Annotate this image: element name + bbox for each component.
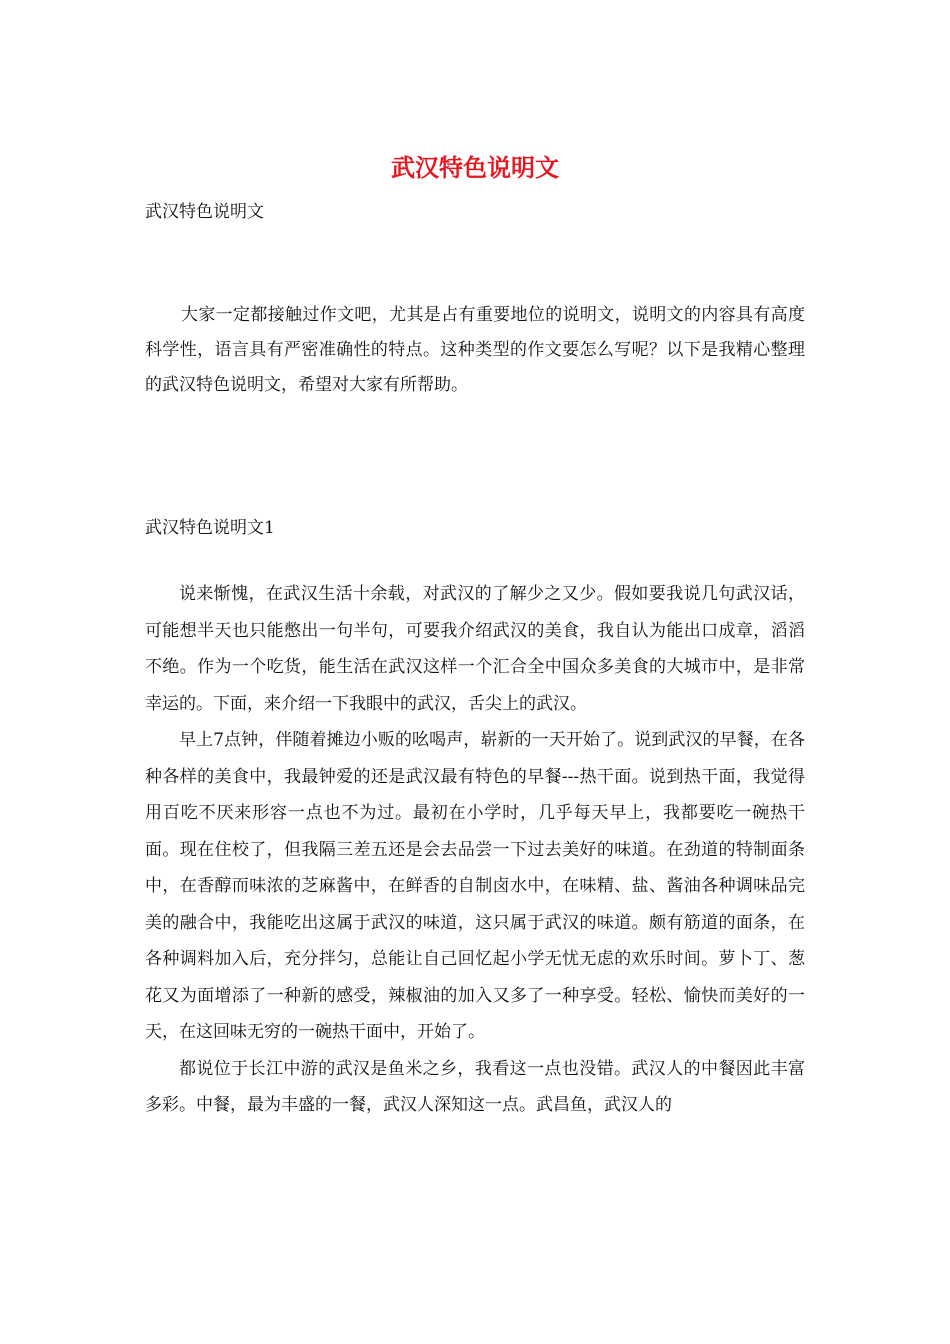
- body-paragraph-1: 说来惭愧，在武汉生活十余载，对武汉的了解少之又少。假如要我说几句武汉话，可能想半天也只能憋出一句半句，可要我介绍武汉的美食，我自认为能出口成章，滔滔不绝。作为一个吃货，能生活在武汉这样一个汇合全中国众多美食的大城市中，是非常幸运的。下面，来介绍一下我眼中的武汉，舌尖上的武汉。: [145, 584, 805, 714]
- intro-paragraph: 大家一定都接触过作文吧，尤其是占有重要地位的说明文，说明文的内容具有高度科学性，语言具有严密准确性的特点。这种类型的作文要怎么写呢？以下是我精心整理的武汉特色说明文，希望对大家有所帮助。: [145, 305, 805, 395]
- body-text: [145, 576, 805, 1124]
- document-title: 武汉特色说明文: [391, 153, 559, 182]
- section-heading: 武汉特色说明文1: [145, 518, 275, 538]
- body-paragraph-2: 早上7点钟，伴随着摊边小贩的吆喝声，崭新的一天开始了。说到武汉的早餐，在各种各样的美食中，我最钟爱的还是武汉最有特色的早餐---热干面。说到热干面，我觉得用百吃不厌来形容一点也不为过。最初在小学时，几乎每天早上，我都要吃一碗热干面。现在住校了，但我隔三差五还是会去品尝一下过去美好的味道。在劲道的特制面条中，在香醇而味浓的芝麻酱中，在鲜香的自制卤水中，在味精、盐、酱油各种调味品完美的融合中，我能吃出这属于武汉的味道，这只属于武汉的味道。颇有筋道的面条，在各种调料加入后，充分拌匀，总能让自己回忆起小学无忧无虑的欢乐时间。萝卜丁、葱花又为面增添了一种新的感受，辣椒油的加入又多了一种享受。轻松、愉快而美好的一天，在这回味无穷的一碗热干面中，开始了。: [145, 730, 805, 1042]
- body-paragraph-3: 都说位于长江中游的武汉是鱼米之乡，我看这一点也没错。武汉人的中餐因此丰富多彩。中餐，最为丰盛的一餐，武汉人深知这一点。武昌鱼，武汉人的: [145, 1058, 805, 1115]
- document-subtitle: 武汉特色说明文: [145, 202, 264, 222]
